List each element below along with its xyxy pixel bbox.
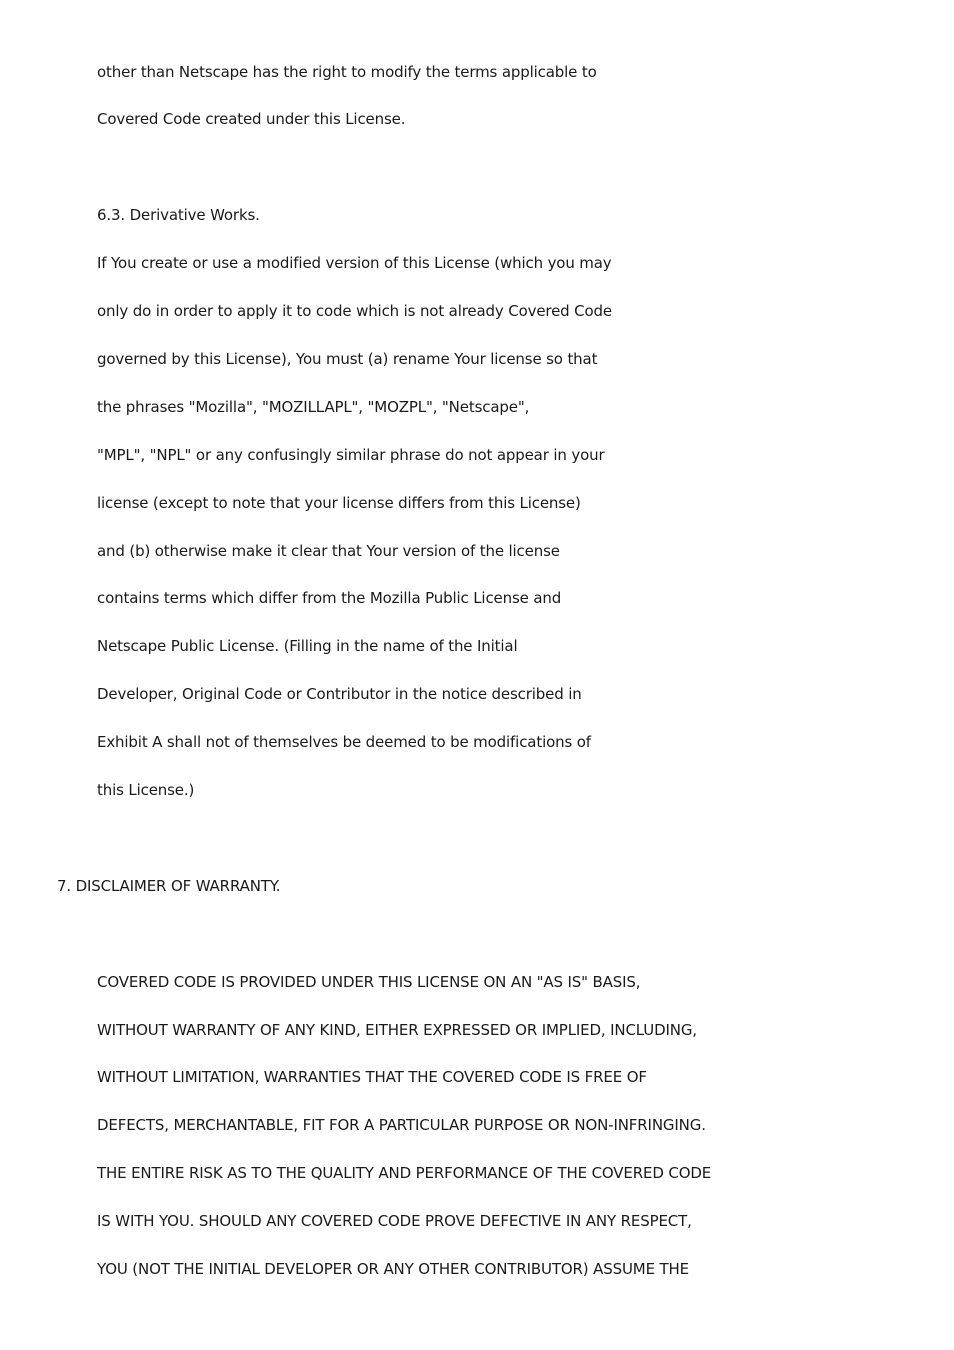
section-7-title: 7. DISCLAIMER OF WARRANTY. (57, 877, 281, 895)
section-7-line-2: WITHOUT WARRANTY OF ANY KIND, EITHER EXPRESSED OR IMPLIED, INCLUDING, (97, 1021, 697, 1039)
section-6-3-line-5: "MPL", "NPL" or any confusingly similar phrase do not appear in your (97, 446, 605, 464)
section-6-2-line-2: Covered Code created under this License. (97, 110, 406, 128)
section-6-3-line-1: If You create or use a modified version of this License (which you may (97, 254, 612, 272)
section-7-line-4: DEFECTS, MERCHANTABLE, FIT FOR A PARTICULAR PURPOSE OR NON-INFRINGING. (97, 1116, 706, 1134)
section-6-3-line-8: contains terms which differ from the Mozilla Public License and (97, 589, 562, 607)
section-6-3-line-2: only do in order to apply it to code which is not already Covered Code (97, 302, 612, 320)
section-7-line-3: WITHOUT LIMITATION, WARRANTIES THAT THE COVERED CODE IS FREE OF (97, 1068, 647, 1086)
section-6-2-line-1: other than Netscape has the right to modify the terms applicable to (97, 63, 597, 81)
section-6-3-title: 6.3. Derivative Works. (97, 206, 260, 224)
section-7-line-6: IS WITH YOU. SHOULD ANY COVERED CODE PROVE DEFECTIVE IN ANY RESPECT, (97, 1212, 692, 1230)
section-6-3-line-11: Exhibit A shall not of themselves be deemed to be modifications of (97, 733, 591, 751)
section-6-3-line-7: and (b) otherwise make it clear that Your version of the license (97, 542, 560, 560)
section-6-3-line-3: governed by this License), You must (a) rename Your license so that (97, 350, 598, 368)
section-7-line-7: YOU (NOT THE INITIAL DEVELOPER OR ANY OTHER CONTRIBUTOR) ASSUME THE (97, 1260, 690, 1278)
section-6-3-line-6: license (except to note that your license differs from this License) (97, 494, 581, 512)
section-6-3-line-4: the phrases "Mozilla", "MOZILLAPL", "MOZPL", "Netscape", (97, 398, 530, 416)
section-6-3-line-12: this License.) (97, 781, 195, 799)
section-7-line-1: COVERED CODE IS PROVIDED UNDER THIS LICENSE ON AN "AS IS" BASIS, (97, 973, 641, 991)
section-6-3-line-10: Developer, Original Code or Contributor in the notice described in (97, 685, 582, 703)
section-6-3-line-9: Netscape Public License. (Filling in the name of the Initial (97, 637, 518, 655)
section-7-line-5: THE ENTIRE RISK AS TO THE QUALITY AND PERFORMANCE OF THE COVERED CODE (97, 1164, 712, 1182)
